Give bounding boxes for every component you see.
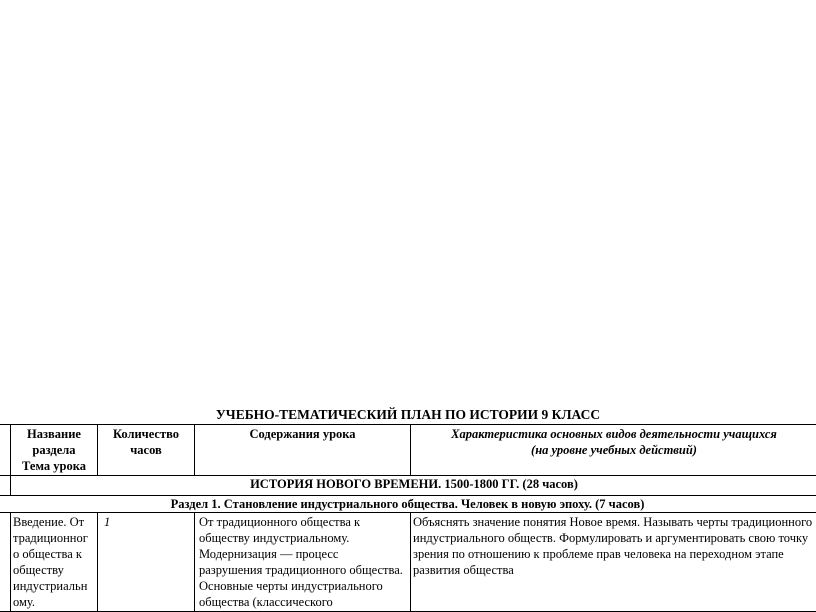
plan-table: [0, 424, 816, 612]
topic-cell: [11, 513, 98, 612]
row-number-cell: [0, 513, 11, 612]
content-line: обществу индустриальному.: [199, 530, 408, 546]
characteristics-line: Объяснять значение понятия Новое время. Называть черты традиционного: [413, 514, 815, 530]
characteristics-cell: [411, 513, 816, 612]
table-row: [0, 513, 816, 612]
subsection-title: Раздел 1. Становление индустриального общества. Человек в новую эпоху. (7 часов): [0, 496, 816, 513]
topic-line: индустриальн: [13, 578, 95, 594]
content-line: разрушения традиционного общества.: [199, 562, 408, 578]
topic-line: традиционног: [13, 530, 95, 546]
topic-line: ому.: [13, 594, 95, 610]
characteristics-line: зрения по отношению к проблеме прав человека на переходном этапе: [413, 546, 815, 562]
subsection-row: [0, 496, 816, 513]
header-line: часов: [100, 442, 192, 458]
header-line: Тема урока: [13, 458, 95, 474]
hours-cell: 1: [98, 513, 195, 612]
content-line: От традиционного общества к: [199, 514, 408, 530]
content-line: общества (классического: [199, 594, 408, 610]
hours-header: [98, 425, 195, 476]
topic-line: о общества к: [13, 546, 95, 562]
characteristics-header: [411, 425, 816, 476]
header-line: Количество: [100, 426, 192, 442]
section-topic-header: [11, 425, 98, 476]
content-line: Основные черты индустриального: [199, 578, 408, 594]
content-line: Модернизация — процесс: [199, 546, 408, 562]
section-row: [0, 476, 816, 496]
characteristics-line: индустриального обществ. Формулировать и аргументировать свою точку: [413, 530, 815, 546]
content-cell: [195, 513, 411, 612]
section-title: ИСТОРИЯ НОВОГО ВРЕМЕНИ. 1500-1800 ГГ. (28 часов): [11, 476, 816, 496]
header-line: (на уровне учебных действий): [413, 442, 815, 458]
header-row: [0, 425, 816, 476]
header-line: Характеристика основных видов деятельности учащихся: [413, 426, 815, 442]
number-header: [0, 425, 11, 476]
header-line: раздела: [13, 442, 95, 458]
topic-line: Введение. От: [13, 514, 95, 530]
page-title: УЧЕБНО-ТЕМАТИЧЕСКИЙ ПЛАН ПО ИСТОРИИ 9 КЛАСС: [0, 407, 816, 423]
characteristics-line: развития общества: [413, 562, 815, 578]
content-header: Содержания урока: [195, 425, 411, 476]
topic-line: обществу: [13, 562, 95, 578]
section-number-cell: [0, 476, 11, 496]
header-line: Название: [13, 426, 95, 442]
